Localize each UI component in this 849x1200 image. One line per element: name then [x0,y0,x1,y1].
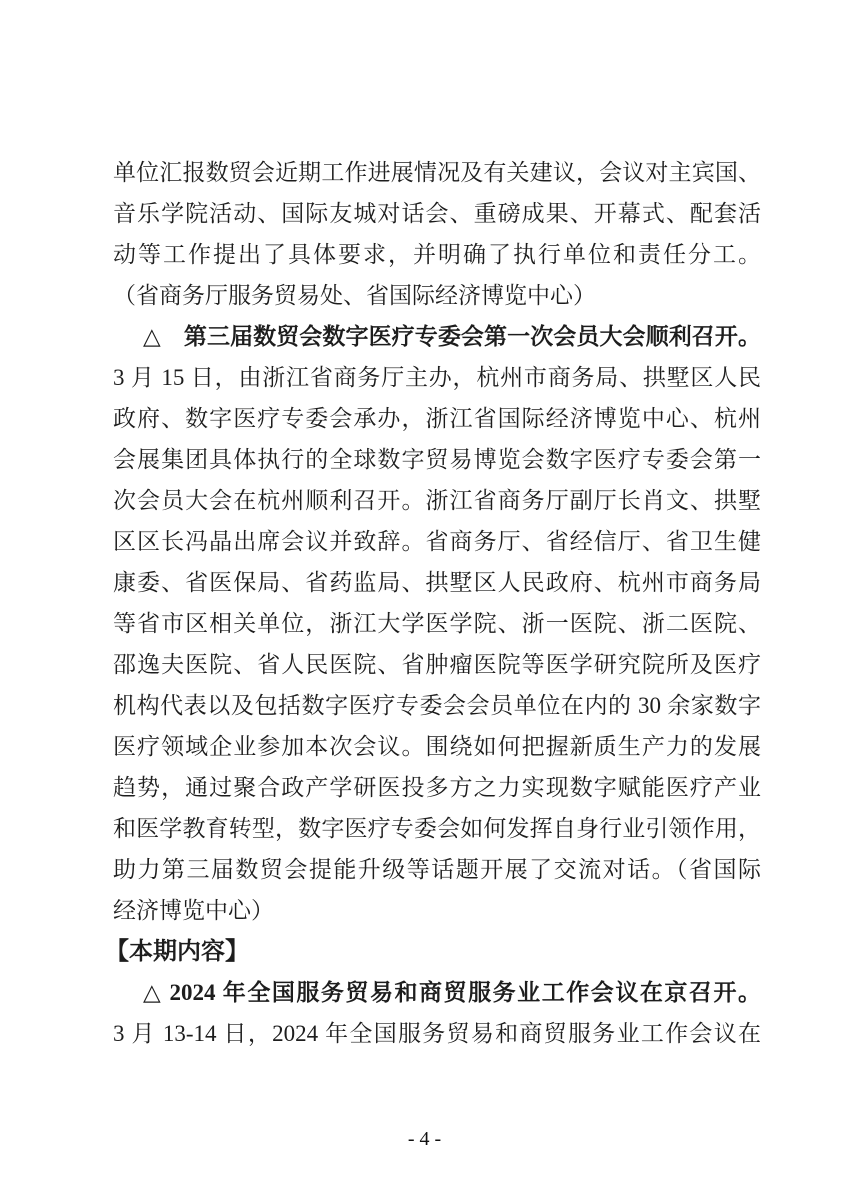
body-line: 机构代表以及包括数字医疗专委会会员单位在内的 30 余家数字 [113,693,761,718]
body-line: 医疗领域企业参加本次会议。围绕如何把握新质生产力的发展 [113,734,761,759]
paragraph-last-line: （省商务厅服务贸易处、省国际经济博览中心） [113,283,596,308]
body-line: 和医学教育转型，数字医疗专委会如何发挥自身行业引领作用， [113,816,761,841]
body-line: 3 月 13-14 日，2024 年全国服务贸易和商贸服务业工作会议在 [113,1021,761,1046]
document-body [105,152,761,1054]
paragraph-last-line: 经济博览中心） [113,898,274,923]
body-line: 动等工作提出了具体要求，并明确了执行单位和责任分工。 [113,242,761,267]
body-line: 助力第三届数贸会提能升级等话题开展了交流对话。（省国际 [113,857,761,882]
page-footer [0,1128,849,1151]
body-line: 区区长冯晶出席会议并致辞。省商务厅、省经信厅、省卫生健 [113,529,761,554]
body-line: 音乐学院活动、国际友城对话会、重磅成果、开幕式、配套活 [113,201,761,226]
body-line: 康委、省医保局、省药监局、拱墅区人民政府、杭州市商务局 [113,570,761,595]
paragraph-lead-heading: △ 2024 年全国服务贸易和商贸服务业工作会议在京召开。 [143,980,761,1005]
body-line: 等省市区相关单位，浙江大学医学院、浙一医院、浙二医院、 [113,611,761,636]
paragraph-lead-heading: △ 第三届数贸会数字医疗专委会第一次会员大会顺利召开。 [143,324,761,349]
page-number: - 4 - [407,1128,442,1150]
body-line: 3 月 15 日，由浙江省商务厅主办，杭州市商务局、拱墅区人民 [113,365,761,390]
body-line: 单位汇报数贸会近期工作进展情况及有关建议，会议对主宾国、 [113,160,761,185]
body-line: 会展集团具体执行的全球数字贸易博览会数字医疗专委会第一 [113,447,761,472]
body-line: 次会员大会在杭州顺利召开。浙江省商务厅副厅长肖文、拱墅 [113,488,761,513]
body-line: 政府、数字医疗专委会承办，浙江省国际经济博览中心、杭州 [113,406,761,431]
body-line: 趋势，通过聚合政产学研医投多方之力实现数字赋能医疗产业 [113,775,761,800]
body-line: 邵逸夫医院、省人民医院、省肿瘤医院等医学研究院所及医疗 [113,652,761,677]
section-heading: 【本期内容】 [105,938,249,965]
